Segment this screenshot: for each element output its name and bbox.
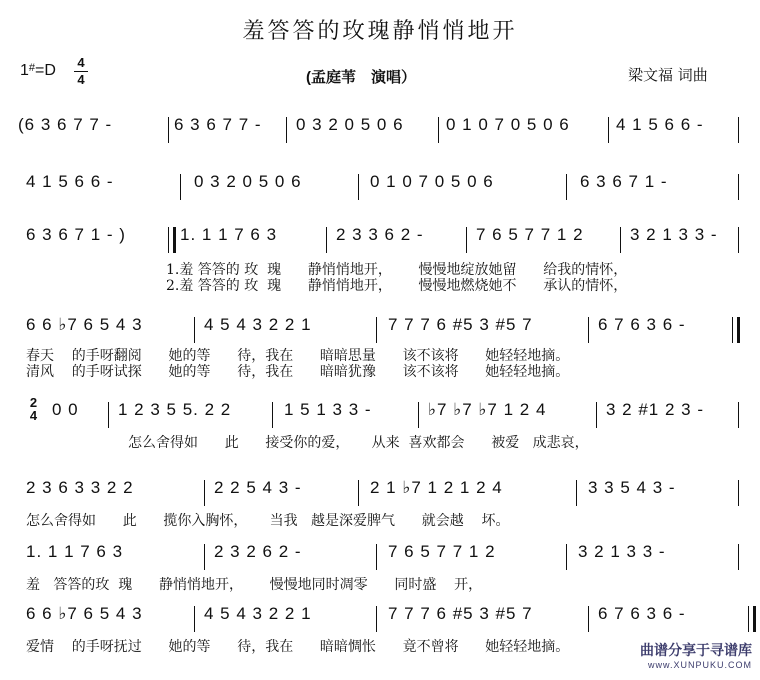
staff-row-3: [18, 225, 742, 255]
measure: 4 5 4 3 2 2 1: [204, 315, 312, 334]
lyric-line-chorus-1: 怎么舍得如 此 接受你的爱， 从来 喜欢都会 被爱 成悲哀，: [128, 435, 589, 451]
staff-row-1: [18, 115, 742, 145]
measure: 2 3 6 3 3 2 2: [26, 478, 134, 497]
measure: 1 5 1 3 3 -: [284, 400, 372, 419]
watermark: [640, 640, 752, 670]
lyric-line-verse-1: 1.羞 答答的 玫 瑰 静悄悄地开， 慢慢地绽放她留 给我的情怀，: [166, 262, 628, 278]
staff-row-7: [18, 542, 742, 572]
key-signature: [20, 62, 56, 80]
staff-row-5: [18, 395, 742, 430]
measure: 6 7 6 3 6 -: [598, 604, 686, 623]
author-credit: 梁文福 词曲: [628, 66, 708, 84]
measure: 0 0: [52, 400, 79, 419]
staff-row-6: [18, 478, 742, 508]
staff-row-2: [18, 172, 742, 202]
measure: 7 7 7 6 #5 3 #5 7: [388, 315, 533, 334]
measure: 3 2 #1 2 3 -: [606, 400, 705, 419]
time-change: [28, 396, 40, 422]
staff-row-8: [18, 604, 742, 634]
staff-row-4: [18, 315, 742, 345]
lyric-line-verse-3: 羞 答答的玫 瑰 静悄悄地开， 慢慢地同时凋零 同时盛 开，: [26, 577, 483, 593]
key-sharp: #: [28, 62, 36, 74]
measure: 3 2 1 3 3 -: [630, 225, 718, 244]
measure: 2 3 3 6 2 -: [336, 225, 424, 244]
measure: 0 3 2 0 5 0 6: [194, 172, 302, 191]
measure: 0 1 0 7 0 5 0 6: [446, 115, 570, 134]
lyric-line-verse-3b: 爱情 的手呀抚过 她的等 待，我在 暗暗惆怅 竟不曾将 她轻轻地摘。: [26, 639, 570, 655]
time-change-top: 2: [29, 395, 39, 410]
measure: 6 3 6 7 1 - ): [26, 225, 126, 244]
watermark-url[interactable]: www.XUNPUKU.COM: [647, 660, 752, 670]
measure: 6 6 ♭7 6 5 4 3: [26, 604, 143, 623]
measure: 2 2 5 4 3 -: [214, 478, 302, 497]
lyric-line-verse-1b: 春天 的手呀翻阅 她的等 待，我在 暗暗思量 该不该将 她轻轻地摘。: [26, 348, 570, 364]
lyric-line-verse-2: 2.羞 答答的 玫 瑰 静悄悄地开， 慢慢地燃烧她不 承认的情怀，: [166, 278, 628, 294]
measure: 3 2 1 3 3 -: [578, 542, 666, 561]
measure: 7 6 5 7 7 1 2: [476, 225, 584, 244]
key-degree: 1: [20, 62, 29, 79]
key-letter: =D: [35, 62, 56, 79]
measure: 3 3 5 4 3 -: [588, 478, 676, 497]
measure: 1. 1 1 7 6 3: [26, 542, 124, 561]
measure: ♭7 ♭7 ♭7 1 2 4: [428, 400, 547, 419]
singer-credit: (孟庭苇 演唱）: [306, 69, 416, 86]
measure: 4 5 4 3 2 2 1: [204, 604, 312, 623]
measure: 0 3 2 0 5 0 6: [296, 115, 404, 134]
measure: 0 1 0 7 0 5 0 6: [370, 172, 494, 191]
measure: 6 3 6 7 1 -: [580, 172, 668, 191]
watermark-text: 曲谱分享于寻谱库: [640, 642, 752, 658]
measure: 1 2 3 5 5. 2 2: [118, 400, 232, 419]
measure: 7 6 5 7 7 1 2: [388, 542, 496, 561]
lyric-line-chorus-2: 怎么舍得如 此 揽你入胸怀， 当我 越是深爱脾气 就会越 坏。: [26, 513, 510, 529]
meter-bottom: 4: [77, 72, 85, 87]
meter-top: 4: [77, 55, 85, 70]
measure: (6 3 6 7 7 -: [18, 115, 113, 134]
song-title: 羞答答的玫瑰静悄悄地开: [242, 19, 518, 44]
measure: 2 3 2 6 2 -: [214, 542, 302, 561]
measure: 1. 1 1 7 6 3: [180, 225, 278, 244]
measure: 4 1 5 6 6 -: [26, 172, 114, 191]
time-change-bottom: 4: [29, 408, 39, 423]
measure: 7 7 7 6 #5 3 #5 7: [388, 604, 533, 623]
measure: 4 1 5 6 6 -: [616, 115, 704, 134]
measure: 2 1 ♭7 1 2 1 2 4: [370, 478, 503, 497]
measure: 6 3 6 7 7 -: [174, 115, 262, 134]
measure: 6 6 ♭7 6 5 4 3: [26, 315, 143, 334]
time-signature: [74, 56, 88, 87]
measure: 6 7 6 3 6 -: [598, 315, 686, 334]
lyric-line-verse-2b: 清风 的手呀试探 她的等 待，我在 暗暗犹豫 该不该将 她轻轻地摘。: [26, 364, 570, 380]
